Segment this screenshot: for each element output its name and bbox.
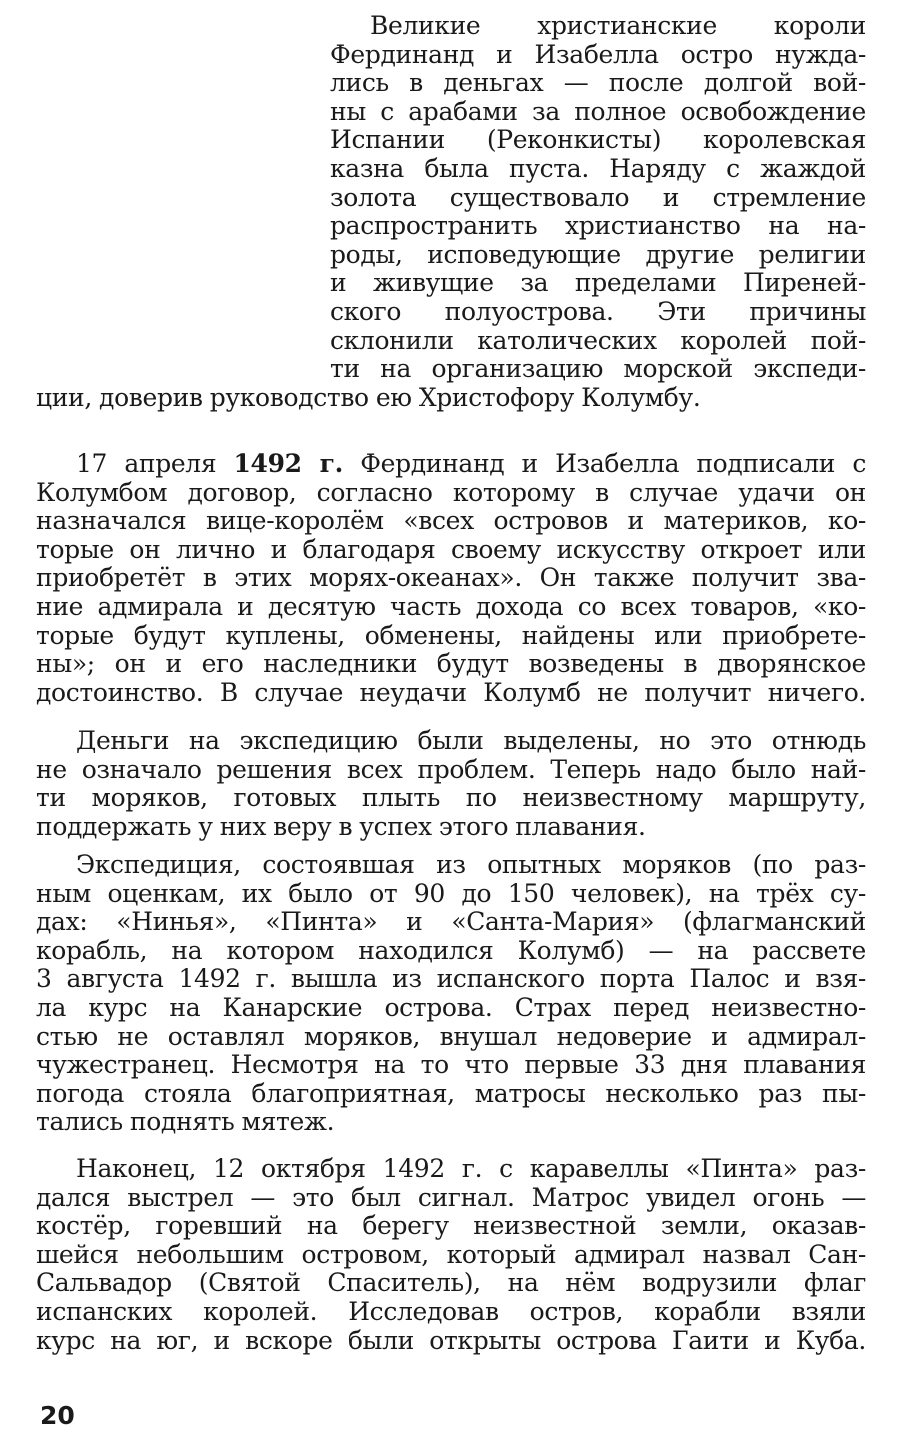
text-line: курс на юг, и вскоре были открыты острова Гаити и Куба. xyxy=(36,1325,866,1355)
text-line: Фердинанд и Изабелла остро нужда- xyxy=(330,39,866,69)
text-line: дах: «Нинья», «Пинта» и «Санта-Мария» (флагманский xyxy=(36,907,866,937)
date-bold: 1492 г. xyxy=(233,449,343,478)
text-line: роды, исповедующие другие религии xyxy=(330,239,866,269)
text-line: торые будут куплены, обменены, найдены или приобрете- xyxy=(36,620,866,650)
text-line: Деньги на экспедицию были выделены, но это отнюдь xyxy=(76,726,866,755)
text-line: не означало решения всех проблем. Теперь надо было най- xyxy=(36,754,866,784)
text-line: Экспедиция, состоявшая из опытных моряков (по раз- xyxy=(76,850,866,879)
text-line: костёр, горевший на берегу неизвестной земли, оказав- xyxy=(36,1211,866,1241)
text-line xyxy=(36,448,866,480)
text-line: лись в деньгах — после долгой вой- xyxy=(330,68,866,98)
text-line: назначался вице-королём «всех островов и материков, ко- xyxy=(36,506,866,536)
text-line: ского полуострова. Эти причины xyxy=(330,297,866,326)
text-line: Колумбом договор, согласно которому в случае удачи он xyxy=(36,477,866,507)
text-line: испанских королей. Исследовав остров, корабли взяли xyxy=(36,1297,866,1326)
text-line: поддержать у них веру в успех этого плавания. xyxy=(36,811,646,841)
text-line: чужестранец. Несмотря на то что первые 33 дня плавания xyxy=(36,1050,866,1080)
text-line: достоинство. В случае неудачи Колумб не получит ничего. xyxy=(36,677,866,707)
text-line: шейся небольшим островом, который адмирал назвал Сан- xyxy=(36,1239,866,1269)
text-line: ции, доверив руководство ею Христофору Колумбу. xyxy=(36,382,701,412)
text-line: Сальвадор (Святой Спаситель), на нём водрузили флаг xyxy=(36,1268,866,1298)
text-line: ти моряков, готовых плыть по неизвестному маршруту, xyxy=(36,783,866,813)
date-text: 17 апреля xyxy=(76,449,234,478)
text-line: ны»; он и его наследники будут возведены в дворянское xyxy=(36,649,866,679)
text-run: Фердинанд и Изабелла подписали с xyxy=(343,449,866,478)
text-line: ти на организацию морской экспеди- xyxy=(330,354,866,384)
text-line: ние адмирала и десятую часть дохода со всех товаров, «ко- xyxy=(36,592,866,621)
text-line: 3 августа 1492 г. вышла из испанского порта Палос и взя- xyxy=(36,964,866,994)
text-line: ны с арабами за полное освобождение xyxy=(330,96,866,126)
text-line: ным оценкам, их было от 90 до 150 человек), на трёх су- xyxy=(36,878,866,908)
text-line: тались поднять мятеж. xyxy=(36,1107,335,1137)
text-line: и живущие за пределами Пиреней- xyxy=(330,268,866,298)
page-number: 20 xyxy=(40,1401,75,1430)
text-line: Великие христианские короли xyxy=(370,11,866,40)
text-line: стью не оставлял моряков, внушал недоверие и адмирал- xyxy=(36,1021,866,1051)
text-line: Наконец, 12 октября 1492 г. с каравеллы «Пинта» раз- xyxy=(76,1154,866,1183)
text-line: золота существовало и стремление xyxy=(330,182,866,212)
text-line: ла курс на Канарские острова. Страх перед неизвестно- xyxy=(36,993,866,1022)
text-line: склонили католических королей пой- xyxy=(330,325,866,355)
text-line: дался выстрел — это был сигнал. Матрос увидел огонь — xyxy=(36,1182,866,1212)
text-line: погода стояла благоприятная, матросы несколько раз пы- xyxy=(36,1078,866,1108)
text-line: Испании (Реконкисты) королевская xyxy=(330,125,866,155)
text-line: корабль, на котором находился Колумб) — на рассвете xyxy=(36,935,866,965)
text-line: распространить христианство на на- xyxy=(330,211,866,241)
text-line: торые он лично и благодаря своему искусству откроет или xyxy=(36,534,866,564)
text-line: приобретёт в этих морях-океанах». Он также получит зва- xyxy=(36,563,866,593)
text-line: казна была пуста. Наряду с жаждой xyxy=(330,154,866,183)
